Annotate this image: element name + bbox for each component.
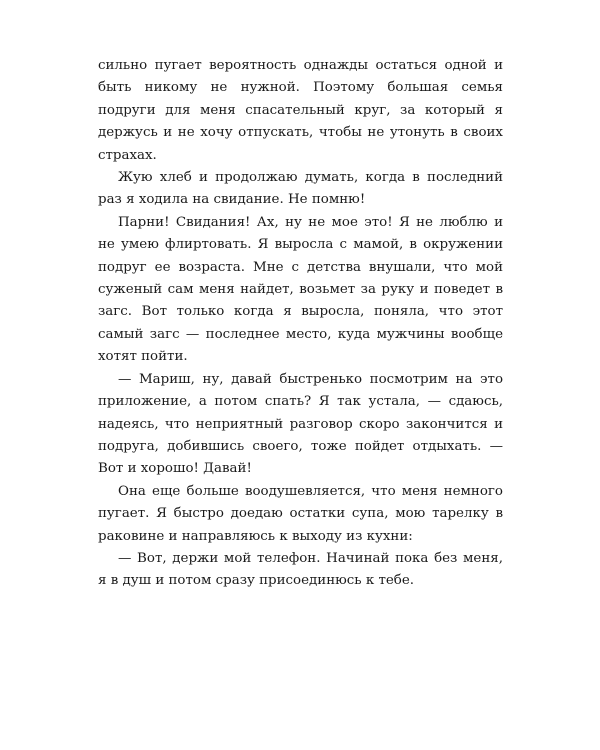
paragraph-4: — Мариш, ну, давай быстренько посмотрим на это приложение, а потом спать? Я так устала, — сдаюсь, надеясь, что неприятный разговор скоро закончится и подруга, добившись своего, тоже пойдет отдыхать. — Вот и хорошо! Давай! — [98, 371, 503, 477]
paragraph-5: Она еще больше воодушевляется, что меня немного пугает. Я быстро доедаю остатки супа, мою тарелку в раковине и направляюсь к выходу из кухни: — [98, 483, 503, 544]
paragraph-6: — Вот, держи мой телефон. Начинай пока без меня, я в душ и потом сразу присоединюсь к тебе. — [98, 550, 503, 589]
paragraph-3: Парни! Свидания! Ах, ну не мое это! Я не люблю и не умею флиртовать. Я выросла с мамой, в окружении подруг ее возраста. Мне с детства внушали, что мой суженый сам меня найдет, возьмет за руку и поведет в загс. Вот только когда я выросла, поняла, что этот самый загс — последнее место, куда мужчины вообще хотят пойти. — [98, 214, 503, 365]
page-body-text — [98, 55, 503, 593]
paragraph-1: сильно пугает вероятность однажды остаться одной и быть никому не нужной. Поэтому большая семья подруги для меня спасательный круг, за который я держусь и не хочу отпускать, чтобы не утонуть в своих страхах. — [98, 58, 503, 163]
paragraph-2: Жую хлеб и продолжаю думать, когда в последний раз я ходила на свидание. Не помню! — [98, 170, 503, 208]
